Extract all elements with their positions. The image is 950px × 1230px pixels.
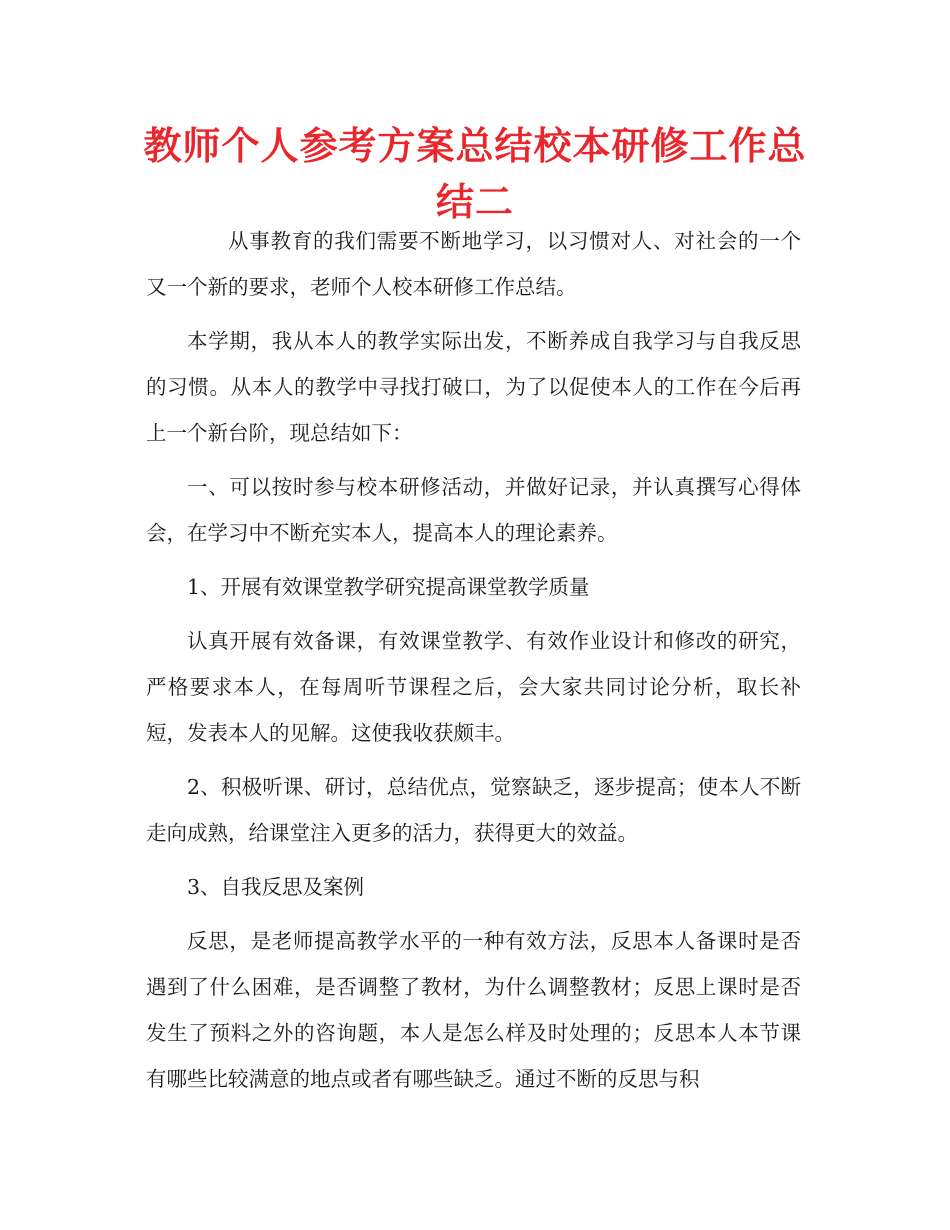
paragraph-item-3-heading: 3、自我反思及案例 bbox=[187, 875, 365, 899]
document-title: 教师个人参考方案总结校本研修工作总结二 bbox=[143, 123, 807, 224]
paragraph-item-1-heading: 1、开展有效课堂教学研究提高课堂教学质量 bbox=[187, 575, 590, 599]
paragraph-item-1-body: 认真开展有效备课，有效课堂教学、有效作业设计和修改的研究，严格要求本人，在每周听节课程之后，会大家共同讨论分析，取长补短，发表本人的见解。这使我收获颇丰。 bbox=[146, 629, 801, 745]
paragraph-item-2: 2、积极听课、研讨，总结优点，觉察缺乏，逐步提高；使本人不断走向成熟，给课堂注入更多的活力，获得更大的效益。 bbox=[146, 775, 801, 845]
paragraph-intro: 从事教育的我们需要不断地学习，以习惯对人、对社会的一个又一个新的要求，老师个人校本研修工作总结。 bbox=[146, 229, 801, 299]
paragraph-section-one: 一、可以按时参与校本研修活动，并做好记录，并认真撰写心得体会，在学习中不断充实本人，提高本人的理论素养。 bbox=[146, 475, 801, 545]
document-body bbox=[146, 218, 801, 1102]
paragraph-semester: 本学期，我从本人的教学实际出发，不断养成自我学习与自我反思的习惯。从本人的教学中寻找打破口，为了以促使本人的工作在今后再上一个新台阶，现总结如下： bbox=[146, 329, 801, 445]
paragraph-item-3-body: 反思，是老师提高教学水平的一种有效方法，反思本人备课时是否遇到了什么困难，是否调整了教材，为什么调整教材；反思上课时是否发生了预料之外的咨询题，本人是怎么样及时处理的；反思本人本节课有哪些比较满意的地点或者有哪些缺乏。通过不断的反思与积 bbox=[146, 929, 801, 1091]
